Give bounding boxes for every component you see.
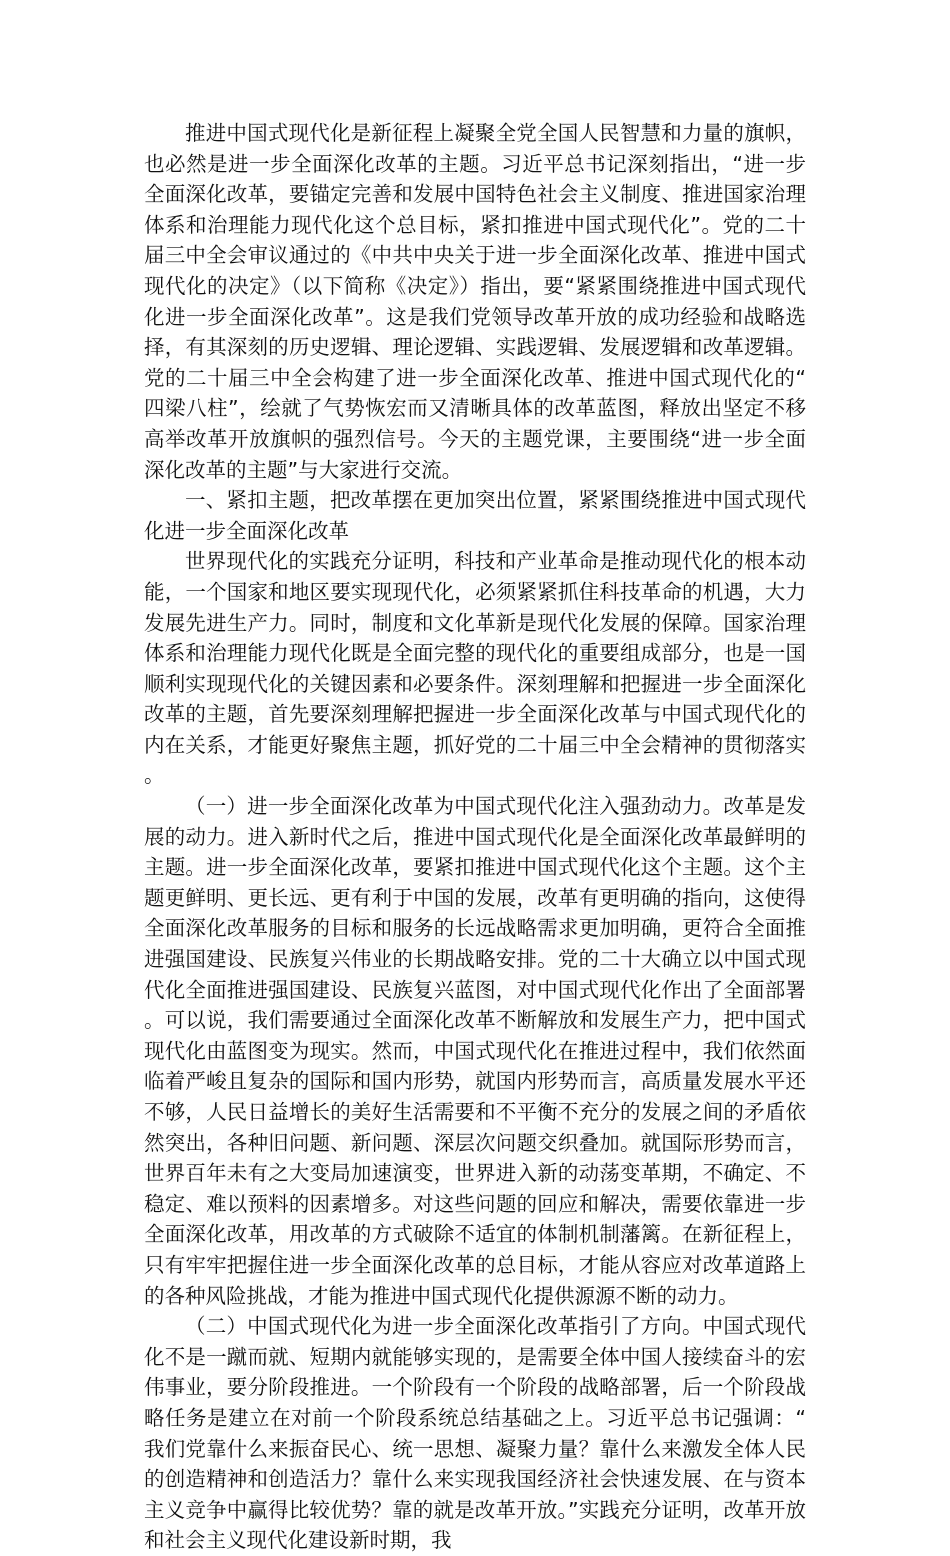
section-heading: 一、紧扣主题，把改革摆在更加突出位置，紧紧围绕推进中国式现代化进一步全面深化改革 — [144, 488, 806, 543]
subsection-paragraph-1: （一）进一步全面深化改革为中国式现代化注入强劲动力。改革是发展的动力。进入新时代之后，推进中国式现代化是全面深化改革最鲜明的主题。进一步全面深化改革，要紧扣推进中国式现代化这个主题。这个主题更鲜明、更长远、更有利于中国的发展，改革有更明确的指向，这使得全面深化改革服务的目标和服务的长远战略需求更加明确，更符合全面推进强国建设、民族复兴伟业的长期战略安排。党的二十大确立以中国式现代化全面推进强国建设、民族复兴蓝图，对中国式现代化作出了全面部署。可以说，我们需要通过全面深化改革不断解放和发展生产力，把中国式现代化由蓝图变为现实。然而，中国式现代化在推进过程中，我们依然面临着严峻且复杂的国际和国内形势，就国内形势而言，高质量发展水平还不够，人民日益增长的美好生活需要和不平衡不充分的发展之间的矛盾依然突出，各种旧问题、新问题、深层次问题交织叠加。就国际形势而言，世界百年未有之大变局加速演变，世界进入新的动荡变革期，不确定、不稳定、难以预料的因素增多。对这些问题的回应和解决，需要依靠进一步全面深化改革，用改革的方式破除不适宜的体制机制藩篱。在新征程上，只有牢牢把握住进一步全面深化改革的总目标，才能从容应对改革道路上的各种风险挑战，才能为推进中国式现代化提供源源不断的动力。 — [144, 794, 806, 1308]
body-paragraph: 世界现代化的实践充分证明，科技和产业革命是推动现代化的根本动能，一个国家和地区要实现现代化，必须紧紧抓住科技革命的机遇，大力发展先进生产力。同时，制度和文化革新是现代化发展的保障。国家治理体系和治理能力现代化既是全面完整的现代化的重要组成部分，也是一国顺利实现现代化的关键因素和必要条件。深刻理解和把握进一步全面深化改革的主题，首先要深刻理解把握进一步全面深化改革与中国式现代化的内在关系，才能更好聚焦主题，抓好党的二十届三中全会精神的贯彻落实。 — [144, 549, 806, 788]
document-page — [144, 118, 806, 1556]
subsection-paragraph-2: （二）中国式现代化为进一步全面深化改革指引了方向。中国式现代化不是一蹴而就、短期内就能够实现的，是需要全体中国人接续奋斗的宏伟事业，要分阶段推进。一个阶段有一个阶段的战略部署，后一个阶段战略任务是建立在对前一个阶段系统总结基础之上。习近平总书记强调：“我们党靠什么来振奋民心、统一思想、凝聚力量？靠什么来激发全体人民的创造精神和创造活力？靠什么来实现我国经济社会快速发展、在与资本主义竞争中赢得比较优势？靠的就是改革开放。”实践充分证明，改革开放和社会主义现代化建设新时期，我 — [144, 1314, 806, 1553]
intro-paragraph: 推进中国式现代化是新征程上凝聚全党全国人民智慧和力量的旗帜，也必然是进一步全面深化改革的主题。习近平总书记深刻指出，“进一步全面深化改革，要锚定完善和发展中国特色社会主义制度、推进国家治理体系和治理能力现代化这个总目标，紧扣推进中国式现代化”。党的二十届三中全会审议通过的《中共中央关于进一步全面深化改革、推进中国式现代化的决定》（以下简称《决定》）指出，要“紧紧围绕推进中国式现代化进一步全面深化改革”。这是我们党领导改革开放的成功经验和战略选择，有其深刻的历史逻辑、理论逻辑、实践逻辑、发展逻辑和改革逻辑。党的二十届三中全会构建了进一步全面深化改革、推进中国式现代化的“四梁八柱”，绘就了气势恢宏而又清晰具体的改革蓝图，释放出坚定不移高举改革开放旗帜的强烈信号。今天的主题党课，主要围绕“进一步全面深化改革的主题”与大家进行交流。 — [144, 121, 806, 482]
